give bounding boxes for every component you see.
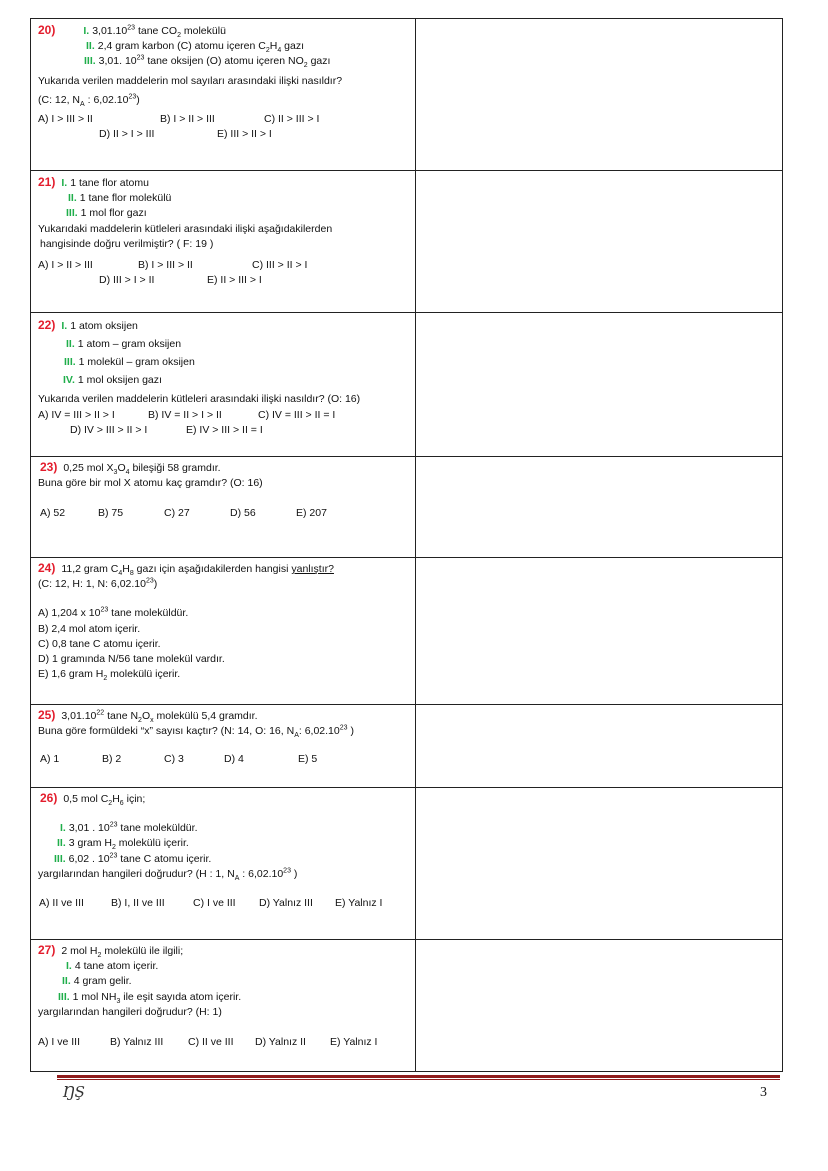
option-e[interactable]: E) II > III > I	[207, 274, 262, 287]
option-b[interactable]: B) 75	[98, 507, 124, 520]
option-c[interactable]: C) I ve III	[193, 897, 236, 910]
given-constants: (C: 12, H: 1, N: 6,02.10$^{23}$)	[38, 577, 158, 591]
option-d[interactable]: D) Yalnız II	[255, 1036, 306, 1049]
option-c[interactable]: C) II ve III	[188, 1036, 234, 1049]
roman-numeral: I.	[61, 177, 68, 189]
statement-text: 1 atom oksijen	[70, 320, 138, 332]
question-text: yargılarından hangileri doğrudur? (H : 1, $N_A$ : 6,02.10$^{23}$ )	[38, 867, 298, 882]
footer-rule	[57, 1075, 780, 1078]
question-number: 26)	[40, 791, 58, 805]
option-c[interactable]: C) 27	[164, 507, 190, 520]
question-27-cell	[31, 940, 416, 1072]
page-number: 3	[760, 1085, 767, 1100]
answer-space	[416, 457, 783, 558]
question-21-cell	[31, 171, 416, 313]
option-c[interactable]: C) IV = III > II = I	[258, 408, 336, 421]
question-22-cell	[31, 313, 416, 457]
statement-text: 1 mol oksijen gazı	[77, 374, 162, 386]
statement-text: 0,25 mol $X_3O_4$ bileşiği 58 gramdır.	[63, 462, 221, 477]
question-text: Buna göre formüldeki “x” sayısı kaçtır? (N: 14, O: 16, $N_A$: 6,02.10$^{23}$ )	[38, 724, 354, 740]
option-d[interactable]: D) IV > III > II > I	[70, 424, 148, 436]
statement-text: 3,01.10$^{23}$ tane $CO_2$ molekülü	[92, 24, 226, 40]
answer-space	[416, 788, 783, 940]
roman-numeral: III.	[54, 852, 66, 865]
question-text: yargılarından hangileri doğrudur? (H: 1)	[38, 1005, 222, 1018]
option-e[interactable]: E) 5	[298, 753, 318, 766]
statement-text: 3,01.10$^{22}$ tane $N_2O_x$ molekülü 5,4 gramdır.	[61, 709, 258, 725]
option-d[interactable]: D) 1 gramında N/56 tane molekül vardır.	[38, 653, 225, 666]
option-a[interactable]: A) 1,204 x $10^{23}$ tane moleküldür.	[38, 606, 189, 620]
roman-numeral: IV.	[63, 374, 75, 386]
option-c[interactable]: C) 3	[164, 753, 184, 766]
statement-text: 1 tane flor atomu	[70, 177, 149, 189]
statement-text: 3,01. $10^{23}$ tane oksijen (O) atomu içeren $NO_2$ gazı	[98, 54, 331, 70]
answer-space	[416, 171, 783, 313]
question-text: Yukarıda verilen maddelerin kütleleri arasındaki ilişki nasıldır? (O: 16)	[38, 393, 361, 405]
roman-numeral: I.	[60, 822, 66, 835]
option-a[interactable]: A) II ve III	[39, 897, 84, 910]
question-26-cell	[31, 788, 416, 940]
option-b[interactable]: B) 2	[102, 753, 122, 766]
option-c[interactable]: C) II > III > I	[264, 113, 320, 126]
question-row-26	[31, 788, 783, 940]
question-row-20	[31, 19, 783, 171]
option-a[interactable]: A) I > II > III	[38, 259, 93, 272]
answer-space	[416, 940, 783, 1072]
option-a[interactable]: A) I ve III	[38, 1036, 81, 1049]
question-text: Yukarıdaki maddelerin kütleleri arasındaki ilişki aşağıdakilerden	[38, 222, 333, 235]
statement-text: 3,01 . $10^{23}$ tane moleküldür.	[68, 821, 198, 835]
option-d[interactable]: D) 56	[230, 507, 256, 520]
statement-text: 2 mol $H_2$ molekülü ile ilgili;	[61, 945, 184, 960]
option-e[interactable]: E) IV > III > II = I	[186, 424, 263, 436]
option-e[interactable]: E) 207	[296, 507, 327, 520]
statement-text: 0,5 mol $C_2H_6$ için;	[63, 793, 146, 808]
statement-text: 1 tane flor molekülü	[79, 192, 172, 205]
roman-numeral: III.	[58, 990, 70, 1003]
option-c[interactable]: C) III > II > I	[252, 259, 308, 272]
roman-numeral: I.	[66, 960, 72, 973]
question-grid	[30, 18, 783, 1072]
option-e[interactable]: E) 1,6 gram $H_2$ molekülü içerir.	[38, 668, 181, 683]
question-row-21	[31, 171, 783, 313]
roman-numeral: II.	[66, 338, 75, 350]
question-20-cell	[31, 19, 416, 171]
answer-space	[416, 558, 783, 705]
statement-text: 1 mol flor gazı	[80, 207, 147, 220]
question-number: 20)	[38, 23, 56, 37]
question-number: 25)	[38, 708, 56, 722]
option-a[interactable]: A) IV = III > II > I	[38, 408, 115, 421]
question-row-23	[31, 457, 783, 558]
option-d[interactable]: D) III > I > II	[99, 274, 155, 287]
statement-text: 6,02 . $10^{23}$ tane C atomu içerir.	[68, 852, 212, 865]
statement-text: 1 molekül – gram oksijen	[78, 356, 195, 368]
option-b[interactable]: B) IV = II > I > II	[148, 408, 222, 421]
answer-space	[416, 313, 783, 457]
roman-numeral: II.	[86, 40, 95, 53]
question-23-cell	[31, 457, 416, 558]
question-number: 27)	[38, 943, 56, 957]
roman-numeral: II.	[62, 975, 71, 988]
option-d[interactable]: D) Yalnız III	[259, 897, 313, 910]
roman-numeral: II.	[57, 837, 66, 850]
statement-text: 4 gram gelir.	[73, 975, 132, 988]
option-a[interactable]: A) 52	[40, 507, 66, 520]
statement-text: 4 tane atom içerir.	[74, 960, 159, 973]
roman-numeral: III.	[84, 55, 96, 68]
question-24-cell	[31, 558, 416, 705]
option-b[interactable]: B) I, II ve III	[111, 897, 165, 910]
roman-numeral: II.	[68, 192, 77, 205]
statement-text: 1 mol $NH_3$ ile eşit sayıda atom içerir.	[72, 990, 242, 1005]
option-b[interactable]: B) I > III > II	[138, 259, 193, 272]
roman-numeral: III.	[66, 207, 78, 220]
option-b[interactable]: B) 2,4 mol atom içerir.	[38, 622, 141, 635]
question-25-cell	[31, 705, 416, 788]
question-text: Yukarıda verilen maddelerin mol sayıları arasındaki ilişki nasıldır?	[38, 74, 343, 87]
question-row-27	[31, 940, 783, 1072]
author-signature: ŊŞ	[62, 1083, 85, 1101]
statement-text: 2,4 gram karbon (C) atomu içeren $C_2H_4$ gazı	[97, 40, 305, 55]
option-d[interactable]: D) II > I > III	[99, 128, 155, 141]
question-row-25	[31, 705, 783, 788]
roman-numeral: III.	[64, 356, 76, 368]
option-c[interactable]: C) 0,8 tane C atomu içerir.	[38, 637, 161, 650]
option-e[interactable]: E) III > II > I	[217, 128, 272, 141]
option-a[interactable]: A) I > III > II	[38, 113, 93, 126]
option-b[interactable]: B) Yalnız III	[110, 1036, 164, 1049]
option-e[interactable]: E) Yalnız I	[330, 1036, 378, 1049]
question-number: 22)	[38, 318, 56, 332]
roman-numeral: I.	[61, 320, 68, 332]
statement-text: 3 gram $H_2$ molekülü içerir.	[68, 837, 189, 852]
footer-rule-thin	[57, 1079, 780, 1080]
option-d[interactable]: D) 4	[224, 753, 244, 766]
question-number: 21)	[38, 175, 56, 189]
statement-text: 11,2 gram $C_4H_8$ gazı için aşağıdakilerden hangisi yanlıştır?	[61, 563, 334, 578]
question-row-22	[31, 313, 783, 457]
given-constants: (C: 12, $N_A$ : 6,02.10$^{23}$)	[38, 93, 140, 108]
question-row-24	[31, 558, 783, 705]
option-b[interactable]: B) I > II > III	[160, 113, 215, 126]
answer-space	[416, 19, 783, 171]
question-text: Buna göre bir mol X atomu kaç gramdır? (O: 16)	[38, 477, 263, 490]
question-number: 24)	[38, 561, 56, 575]
answer-space	[416, 705, 783, 788]
roman-numeral: I.	[83, 25, 90, 37]
question-text: hangisinde doğru verilmiştir? ( F: 19 )	[40, 237, 214, 250]
option-e[interactable]: E) Yalnız I	[335, 897, 383, 910]
option-a[interactable]: A) 1	[40, 753, 60, 766]
statement-text: 1 atom – gram oksijen	[77, 338, 182, 350]
question-number: 23)	[40, 460, 58, 474]
